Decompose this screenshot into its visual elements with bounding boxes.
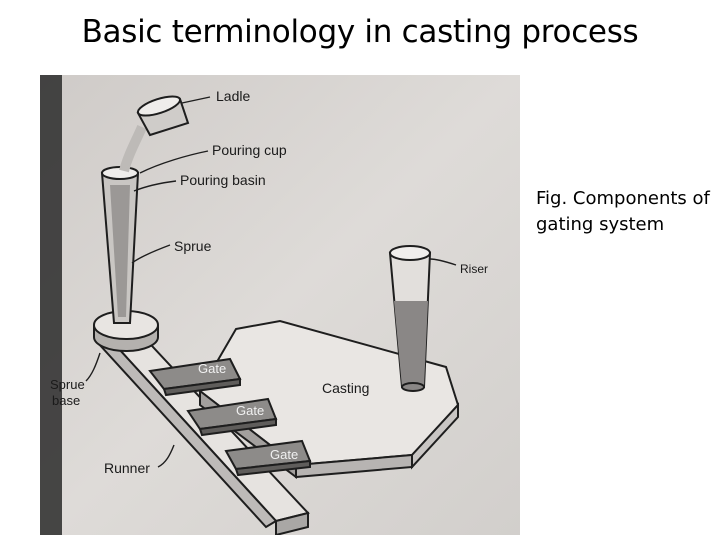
riser-label: Riser — [460, 262, 489, 276]
gate-label-3: Gate — [270, 447, 299, 462]
figure-caption: Fig. Components of gating system — [536, 188, 710, 235]
diagram-photo — [40, 75, 520, 535]
gating-system-diagram — [40, 75, 520, 535]
pouring-cup-label: Pouring cup — [212, 142, 287, 158]
casting-label: Casting — [322, 380, 370, 396]
gate-label-1: Gate — [198, 361, 227, 376]
gate-label-2: Gate — [236, 403, 265, 418]
sprue-base-label-line1: Sprue — [50, 377, 85, 392]
sprue-label: Sprue — [174, 238, 212, 254]
page-shadow-left — [40, 75, 62, 535]
pouring-basin-label: Pouring basin — [180, 172, 266, 188]
sprue-base-label-line2: base — [52, 393, 81, 408]
runner-label: Runner — [104, 460, 150, 476]
ladle-label: Ladle — [216, 88, 251, 104]
slide-title: Basic terminology in casting process — [81, 14, 639, 50]
